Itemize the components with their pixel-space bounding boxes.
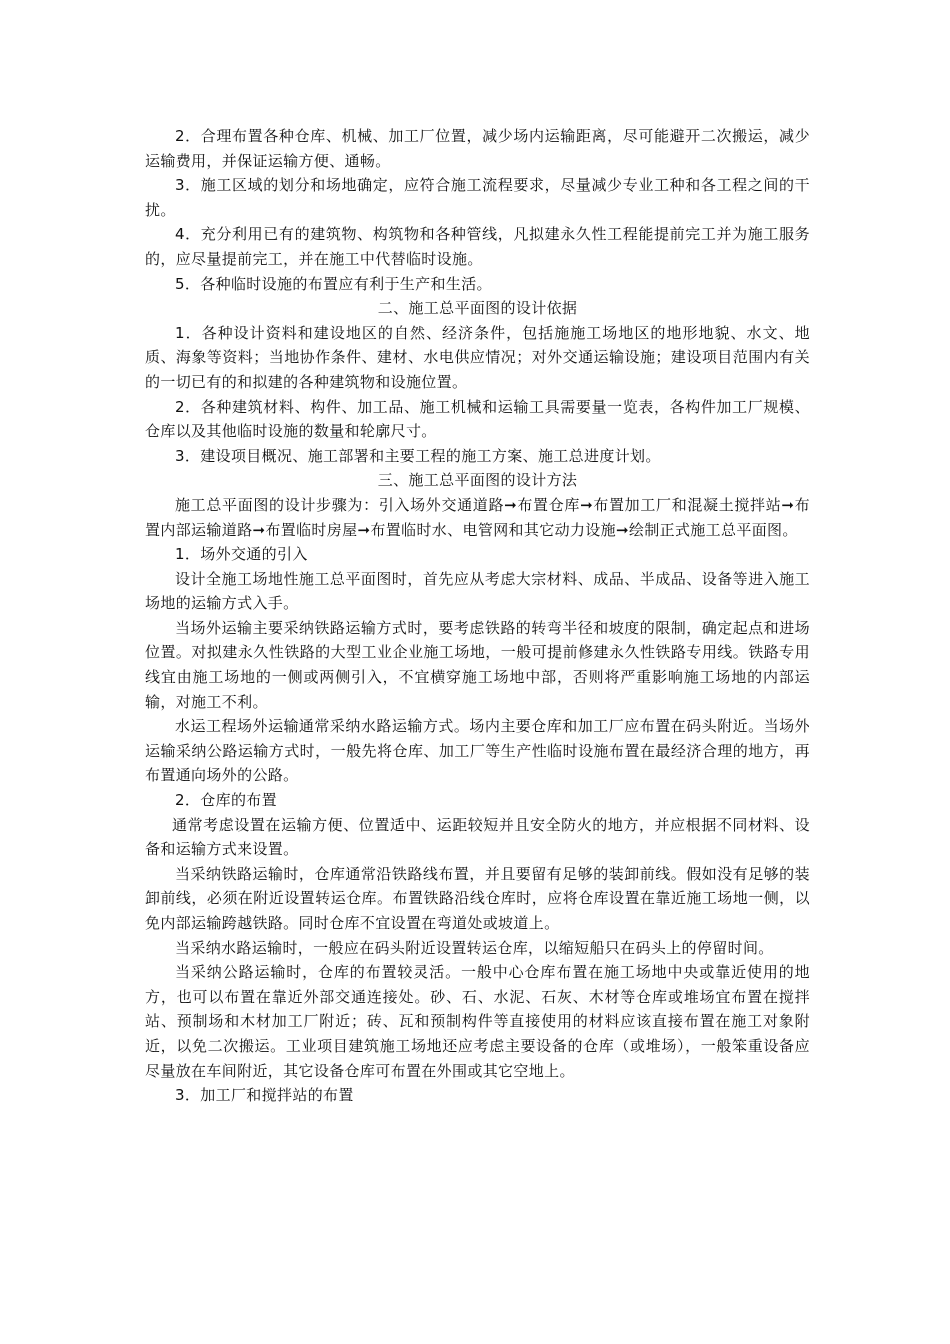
paragraph-basis-1: 1．各种设计资料和建设地区的自然、经济条件，包括施施工场地区的地形地貌、水文、地质、海象等资料；当地协作条件、建材、水电供应情况；对外交通运输设施；建设项目范围内有关的一切已有的和拟建的各种建筑物和设施位置。 [145, 323, 810, 391]
section-heading-design-basis: 二、施工总平面图的设计依据 [377, 299, 578, 318]
subheading-external-traffic: 1．场外交通的引入 [175, 545, 308, 564]
document-body [145, 124, 810, 1108]
subheading-plant-mixing-station: 3．加工厂和搅拌站的布置 [175, 1086, 354, 1105]
paragraph-design-steps: 施工总平面图的设计步骤为：引入场外交通道路➞布置仓库➞布置加工厂和混凝土搅拌站➞布置内部运输道路➞布置临时房屋➞布置临时水、电管网和其它动力设施➞绘制正式施工总平面图。 [145, 495, 810, 539]
paragraph-basis-2: 2．各种建筑材料、构件、加工品、施工机械和运输工具需要量一览表，各构件加工厂规模、仓库以及其他临时设施的数量和轮廓尺寸。 [145, 397, 810, 441]
paragraph-warehouse-road: 当采纳公路运输时，仓库的布置较灵活。一般中心仓库布置在施工场地中央或靠近使用的地方，也可以布置在靠近外部交通连接处。砂、石、水泥、石灰、木材等仓库或堆场宜布置在搅拌站、预制场和木材加工厂附近；砖、瓦和预制构件等直接使用的材料应该直接布置在施工对象附近，以免二次搬运。工业项目建筑施工场地还应考虑主要设备的仓库（或堆场），一般笨重设备应尽量放在车间附近，其它设备仓库可布置在外围或其它空地上。 [145, 963, 810, 1080]
paragraph-principle-5: 5．各种临时设施的布置应有利于生产和生活。 [175, 274, 492, 293]
paragraph-principle-3: 3．施工区域的划分和场地确定，应符合施工流程要求，尽量减少专业工种和各工程之间的干扰。 [145, 176, 810, 219]
paragraph-basis-3: 3．建设项目概况、施工部署和主要工程的施工方案、施工总进度计划。 [175, 446, 661, 465]
paragraph-warehouse-railway: 当采纳铁路运输时，仓库通常沿铁路线布置，并且要留有足够的装卸前线。假如没有足够的装卸前线，必须在附近设置转运仓库。布置铁路沿线仓库时，应将仓库设置在靠近施工场地一侧，以免内部运输跨越铁路。同时仓库不宜设置在弯道处或坡道上。 [145, 864, 810, 932]
paragraph-water-road-transport: 水运工程场外运输通常采纳水路运输方式。场内主要仓库和加工厂应布置在码头附近。当场外运输采纳公路运输方式时，一般先将仓库、加工厂等生产性临时设施布置在最经济合理的地方，再布置通向场外的公路。 [145, 717, 810, 785]
paragraph-warehouse-waterway: 当采纳水路运输时，一般应在码头附近设置转运仓库，以缩短船只在码头上的停留时间。 [175, 938, 774, 957]
paragraph-railway-transport: 当场外运输主要采纳铁路运输方式时，要考虑铁路的转弯半径和坡度的限制，确定起点和进场位置。对拟建永久性铁路的大型工业企业施工场地，一般可提前修建永久性铁路专用线。铁路专用线宜由施工场地的一侧或两侧引入，不宜横穿施工场地中部，否则将严重影响施工场地的内部运输，对施工不利。 [145, 618, 810, 711]
paragraph-principle-2: 2．合理布置各种仓库、机械、加工厂位置，减少场内运输距离，尽可能避开二次搬运，减少运输费用，并保证运输方便、通畅。 [145, 127, 810, 170]
subheading-warehouse-layout: 2．仓库的布置 [175, 791, 277, 810]
paragraph-external-traffic-intro: 设计全施工场地性施工总平面图时，首先应从考虑大宗材料、成品、半成品、设备等进入施工场地的运输方式入手。 [145, 569, 810, 613]
paragraph-warehouse-general: 通常考虑设置在运输方便、位置适中、运距较短并且安全防火的地方，并应根据不同材料、设备和运输方式来设置。 [145, 815, 810, 859]
section-heading-design-method: 三、施工总平面图的设计方法 [377, 471, 578, 490]
paragraph-principle-4: 4．充分利用已有的建筑物、构筑物和各种管线，凡拟建永久性工程能提前完工并为施工服务的，应尽量提前完工，并在施工中代替临时设施。 [145, 225, 810, 268]
